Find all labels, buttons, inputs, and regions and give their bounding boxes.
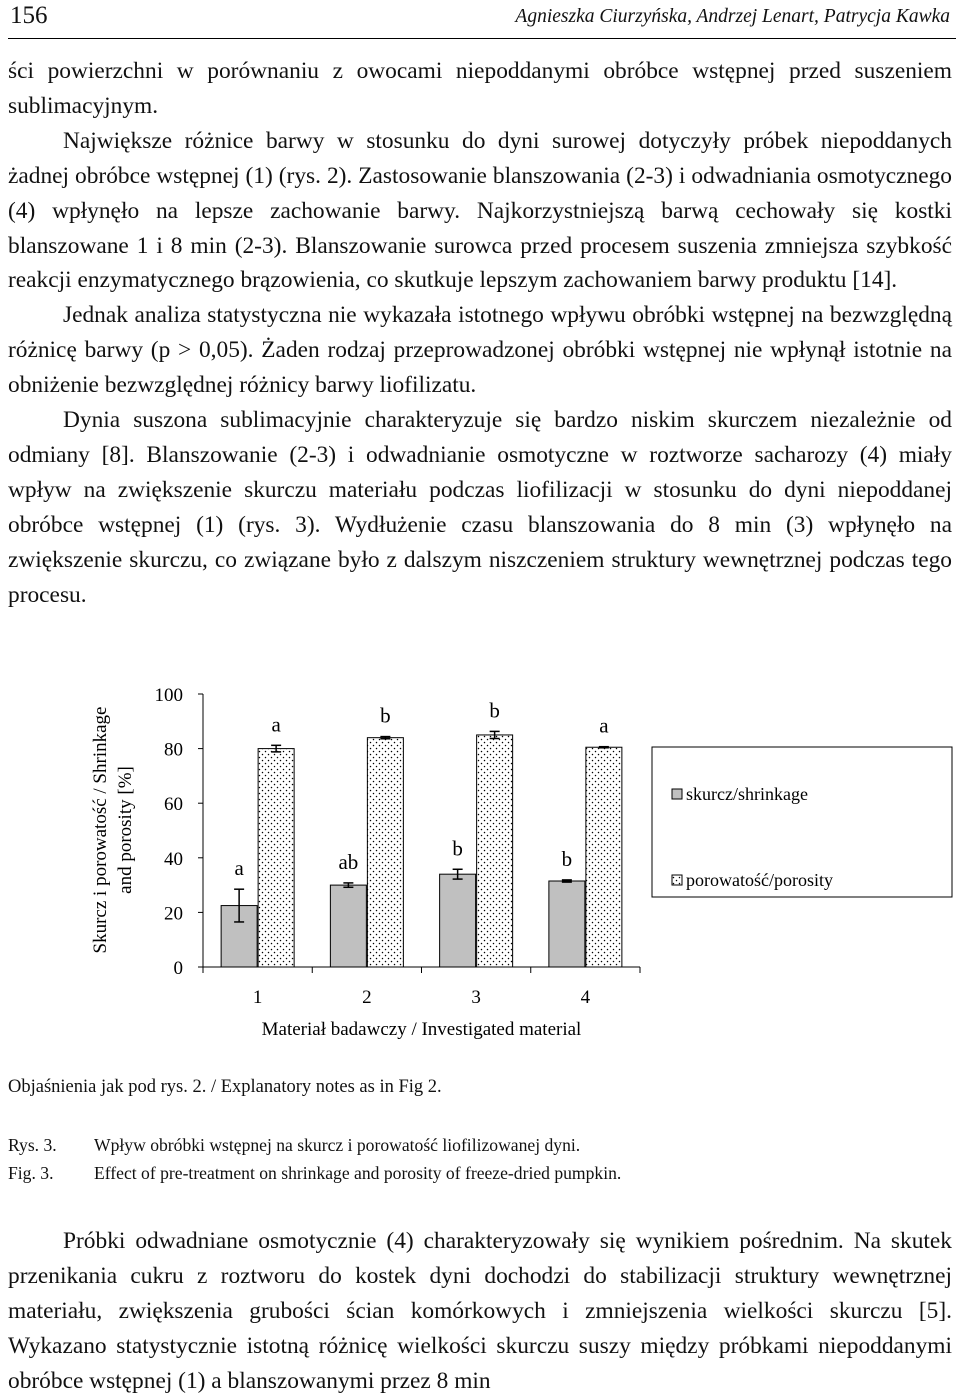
bar-porosity <box>586 747 622 967</box>
y-tick-label: 80 <box>164 739 183 761</box>
significance-letter: b <box>452 836 463 861</box>
running-header-authors: Agnieszka Ciurzyńska, Andrzej Lenart, Patrycja Kawka <box>515 6 950 27</box>
significance-letter: a <box>271 712 281 737</box>
page-number: 156 <box>10 2 48 29</box>
body-text-bottom <box>8 1224 952 1399</box>
legend-label: porowatość/porosity <box>686 870 833 890</box>
bar-shrinkage <box>330 885 366 967</box>
significance-letter: b <box>489 698 500 723</box>
x-axis-title: Materiał badawczy / Investigated material <box>261 1019 582 1040</box>
caption-label: Fig. 3. <box>8 1163 54 1183</box>
y-tick-label: 20 <box>164 903 183 925</box>
paragraph: Największe różnice barwy w stosunku do dyni surowej dotyczyły próbek niepoddanych żadnej obróbce wstępnej (1) (rys. 2). Zastosowanie blanszowania (2-3) i odwadniania osmotycznego (4) wpłynęło na lepsze zachowanie barwy. Najkorzystniejszą barwą cechowały się kostki blanszowane 1 i 8 min (2-3). Blanszowanie surowca przed procesem suszenia zmniejsza szybkość reakcji enzymatycznego brązowienia, co skutkuje lepszym zachowaniem barwy produktu [14]. <box>8 127 952 294</box>
caption-text: Effect of pre-treatment on shrinkage and porosity of freeze-dried pumpkin. <box>94 1163 622 1183</box>
figure-notes: Objaśnienia jak pod rys. 2. / Explanatory notes as in Fig 2. <box>8 1077 442 1097</box>
paragraph: ści powierzchni w porównaniu z owocami niepoddanymi obróbce wstępnej przed suszeniem sublimacyjnym. <box>8 58 952 119</box>
y-axis-title: and porosity [%] <box>115 766 136 894</box>
significance-letter: ab <box>338 849 359 874</box>
bar-shrinkage <box>549 881 585 967</box>
y-tick-label: 40 <box>164 848 183 870</box>
y-tick-label: 60 <box>164 794 183 816</box>
legend-swatch <box>672 789 682 799</box>
significance-letter: b <box>380 703 391 728</box>
x-tick-label: 4 <box>580 987 591 1008</box>
x-tick-label: 1 <box>252 987 263 1008</box>
x-tick-label: 2 <box>362 987 372 1008</box>
y-axis-title: Skurcz i porowatość / Shrinkage <box>90 706 111 954</box>
significance-letter: a <box>599 713 609 738</box>
running-header <box>8 0 956 39</box>
significance-letter: b <box>561 846 573 871</box>
bar-porosity <box>477 735 513 967</box>
figure-caption-pl <box>8 1135 580 1156</box>
caption-text: Wpływ obróbki wstępnej na skurcz i porowatość liofilizowanej dyni. <box>94 1135 581 1155</box>
bar-shrinkage <box>440 874 476 967</box>
y-tick-label: 0 <box>173 958 183 979</box>
legend-label: skurcz/shrinkage <box>686 784 808 804</box>
bar-porosity <box>367 738 403 967</box>
paragraph: Dynia suszona sublimacyjnie charakteryzuje się bardzo niskim skurczem niezależnie od odmiany [8]. Blanszowanie (2-3) i odwadnianie osmotyczne w roztworze sacharozy (4) miały wpływ na zwiększenie skurczu materiału podczas liofilizacji w stosunku do dyni niepoddanej obróbce wstępnej (1) (rys. 3). Wydłużenie czasu blanszowania do 8 min (3) wpłynęło na zwiększenie skurczu, co związane było z dalszym niszczeniem struktury wewnętrznej podczas tego procesu. <box>8 407 952 608</box>
y-tick-label: 100 <box>154 685 183 706</box>
figure-caption-en <box>8 1163 621 1184</box>
x-tick-label: 3 <box>471 987 481 1008</box>
legend-swatch <box>672 875 682 885</box>
figure-3-chart <box>0 660 960 1060</box>
paragraph: Próbki odwadniane osmotycznie (4) charakteryzowały się wynikiem pośrednim. Na skutek przenikania cukru z roztworu do kostek dyni dochodzi do stabilizacji struktury wewnętrznej materiału, zwiększenia grubości ścian komórkowych i zmniejszenia wielkości skurczu [5]. Wykazano statystycznie istotną różnicę wielkości skurczu suszy między próbkami niepoddanymi obróbce wstępnej (1) a blanszowanymi przez 8 min <box>8 1228 952 1394</box>
paragraph: Jednak analiza statystyczna nie wykazała istotnego wpływu obróbki wstępnej na bezwzględną różnicę barwy (p > 0,05). Żaden rodzaj przeprowadzonej obróbki wstępnej nie wpłynął istotnie na obniżenie bezwzględnej różnicy barwy liofilizatu. <box>8 302 952 399</box>
body-text-top <box>8 54 952 613</box>
caption-label: Rys. 3. <box>8 1135 57 1155</box>
significance-letter: a <box>234 856 244 881</box>
bar-chart <box>0 660 960 1060</box>
bar-porosity <box>258 749 294 967</box>
